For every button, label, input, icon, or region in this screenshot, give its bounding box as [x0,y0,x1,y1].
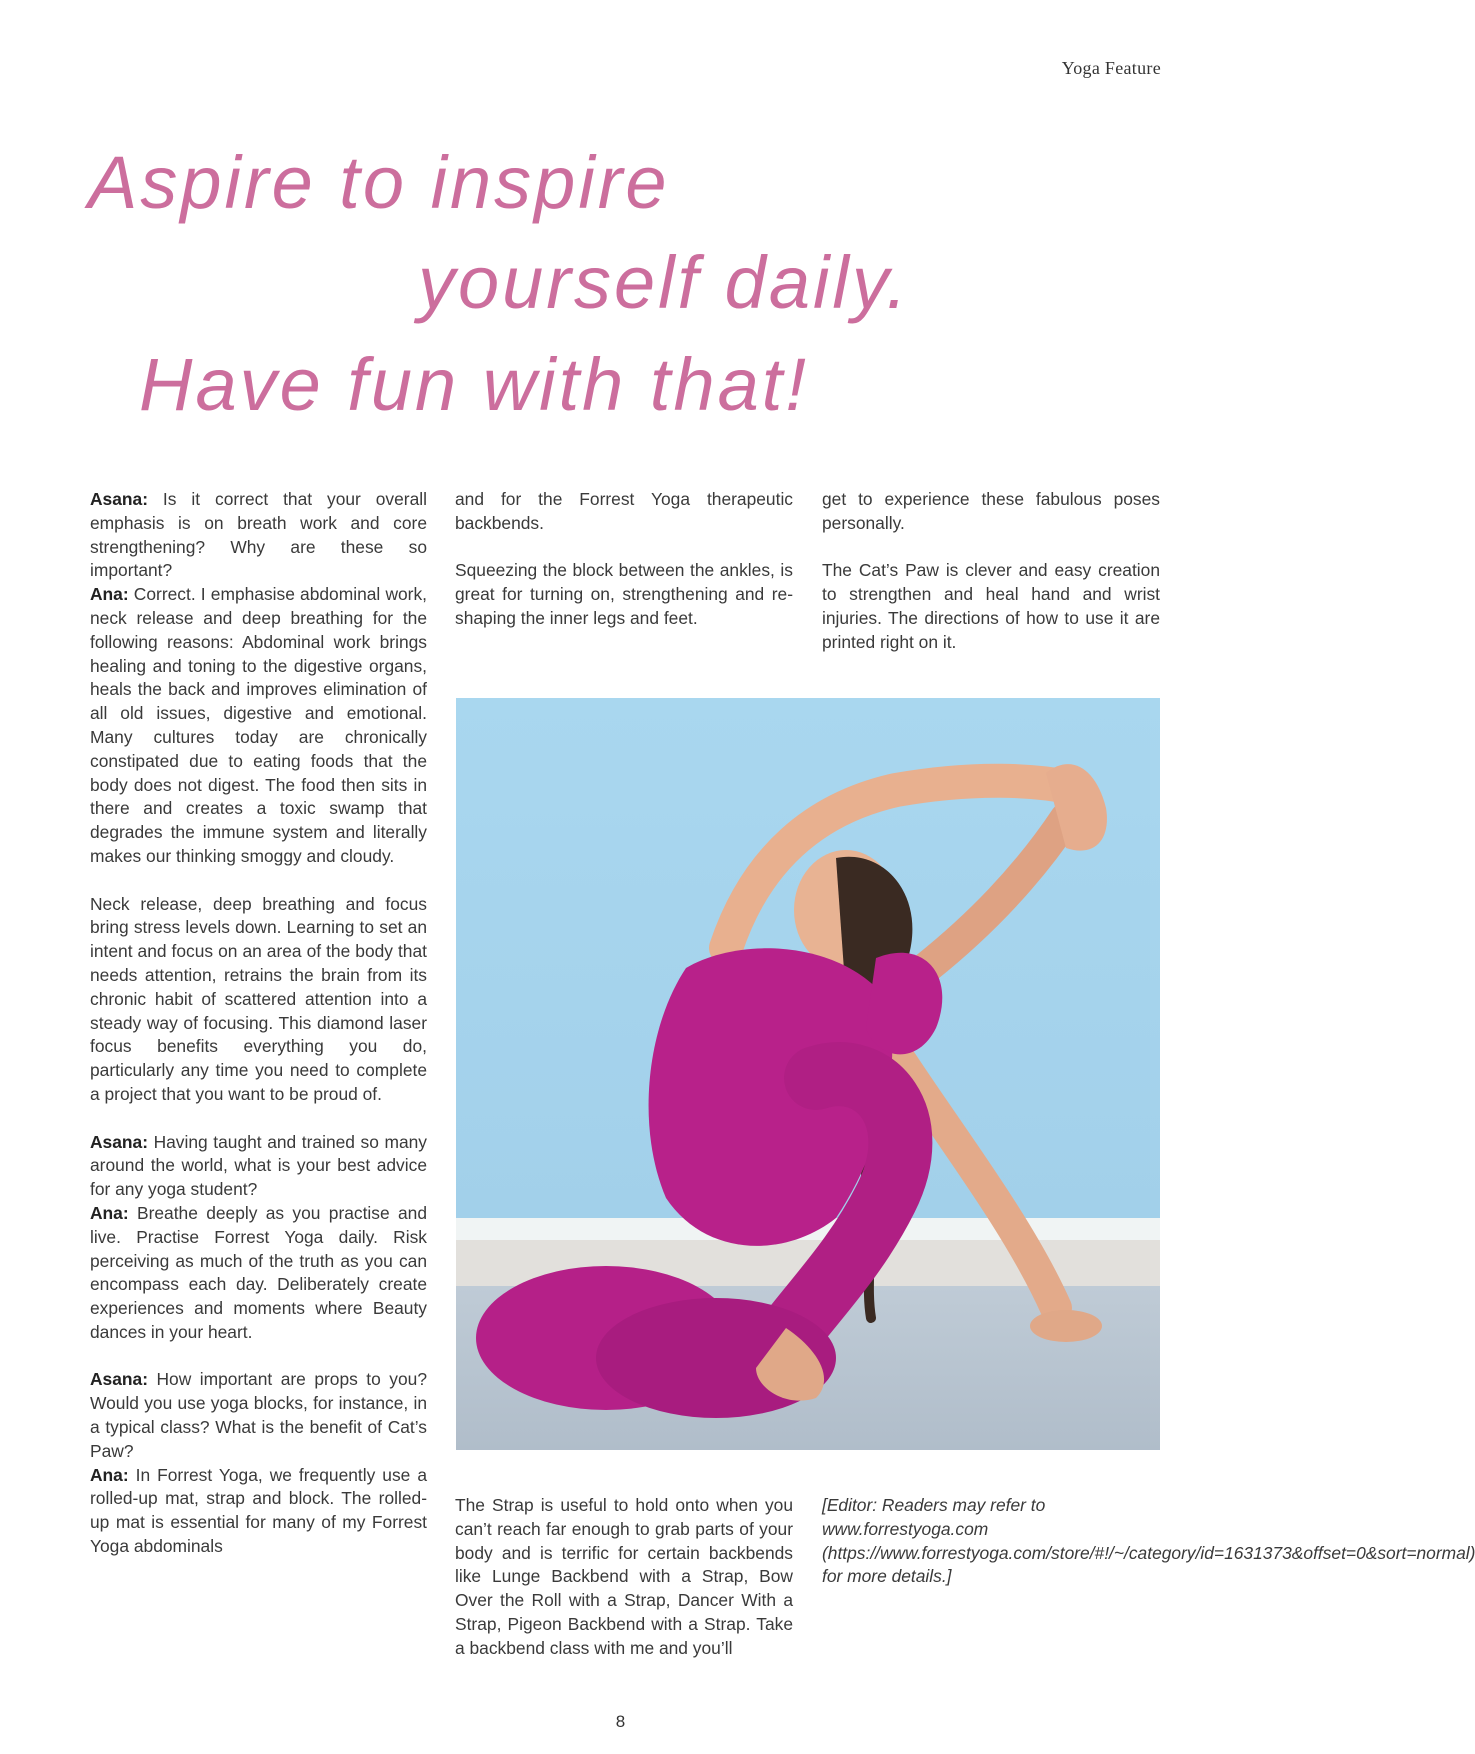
headline-line-1: Aspire to inspire [88,141,670,224]
paragraph: The Strap is useful to hold onto when you can’t reach far enough to grab parts of your body and is terrific for certain backbends like Lunge Backbend with a Strap, Bow Over the Roll with a Strap, Dancer With a Strap, Pigeon Backbend with a Strap. Take a backbend class with me and you’ll [455,1495,793,1658]
speaker-label: Asana: [90,1369,148,1390]
paragraph: The Cat’s Paw is clever and easy creation to strengthen and heal hand and wrist injuries. The directions of how to use it are printed right on it. [822,560,1160,652]
article-column-3-top [822,488,1160,655]
question-text: Is it correct that your overall emphasis is on breath work and core strengthening? Why are these so important? [90,489,427,581]
speaker-label: Asana: [90,1131,148,1152]
page-number: 8 [615,1712,626,1731]
headline-line-3: Have fun with that! [139,343,809,426]
paragraph: Squeezing the block between the ankles, is great for turning on, strengthening and re-shaping the inner legs and feet. [455,560,793,628]
article-column-2-bottom [455,1494,793,1661]
yoga-pose-photo [456,698,1160,1450]
paragraph: get to experience these fabulous poses personally. [822,489,1160,533]
section-label: Yoga Feature [1061,58,1161,78]
article-column-2-top [455,488,793,631]
speaker-label: Asana: [90,489,148,509]
article-column-1 [90,488,427,1559]
question-text: How important are props to you? Would you use yoga blocks, for instance, in a typical class? What is the benefit of Cat’s Paw? [90,1369,427,1461]
paragraph [90,1131,427,1345]
speaker-label: Ana: [90,1202,129,1223]
speaker-label: Ana: [90,584,129,605]
paragraph [90,488,427,869]
headline-line-2: yourself daily. [418,241,910,324]
paragraph: Neck release, deep breathing and focus bring stress levels down. Learning to set an intent and focus on an area of the body that needs attention, retrains the brain from its chronic habit of scattered attention into a steady way of focusing. This diamond laser focus benefits everything you do, particularly any time you need to complete a project that you want to be proud of. [90,893,427,1104]
answer-text: Breathe deeply as you practise and live. Practise Forrest Yoga daily. Risk perceiving as much of the truth as you can encompass each day. Deliberately create experiences and moments where Beauty dances in your heart. [90,1202,427,1342]
speaker-label: Ana: [90,1464,129,1485]
paragraph: and for the Forrest Yoga therapeutic backbends. [455,489,793,533]
question-text: Having taught and trained so many around the world, what is your best advice for any yoga student? [90,1131,427,1200]
editor-note: [Editor: Readers may refer to www.forrestyoga.com (https://www.forrestyoga.com/store/#!/~/category/id=1631373&offset=0&sort=normal) for more details.] [822,1495,1475,1587]
answer-text: In Forrest Yoga, we frequently use a rolled-up mat, strap and block. The rolled-up mat is essential for many of my Forrest Yoga abdominals [90,1464,427,1557]
paragraph [90,1368,427,1558]
answer-text: Correct. I emphasise abdominal work, neck release and deep breathing for the following reasons: Abdominal work brings healing and toning to the digestive organs, heals the back and improves elimination of all old issues, digestive and emotional. Many cultures today are chronically constipated due to eating foods that the body does not digest. The food then sits in there and creates a toxic swamp that degrades the immune system and literally makes our thinking smoggy and cloudy. [90,584,427,866]
article-column-3-bottom [822,1494,1475,1589]
